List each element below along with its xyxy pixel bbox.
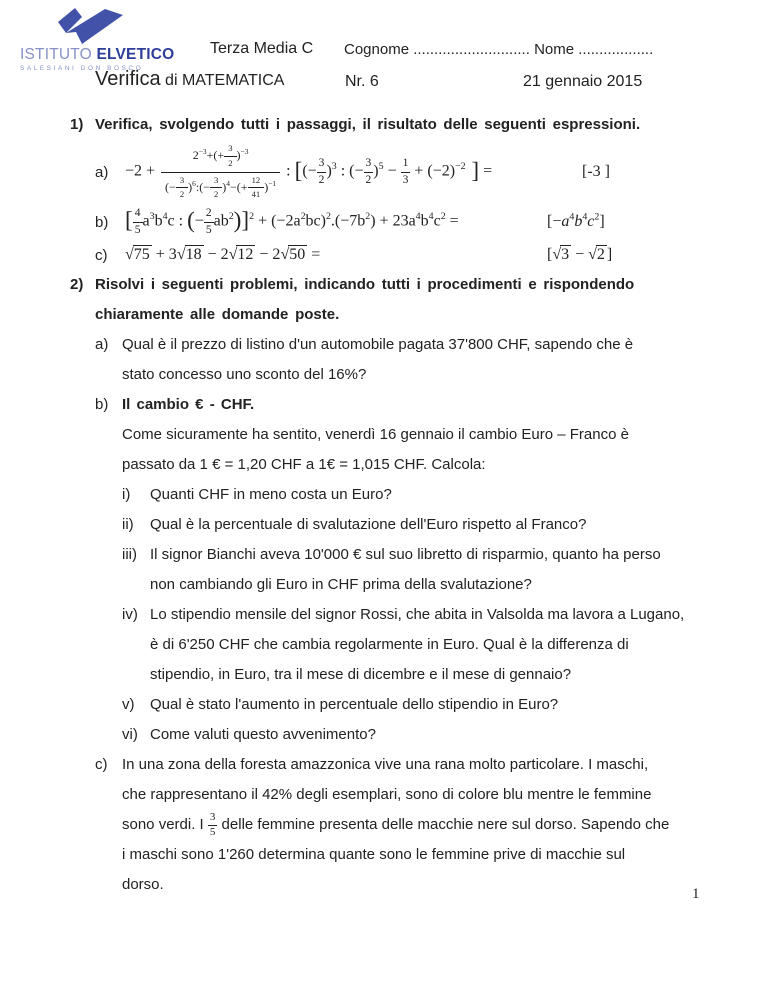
fraction: $\frac{3}{2}$ bbox=[224, 142, 236, 170]
school-name-bold: ELVETICO bbox=[96, 46, 175, 63]
fraction: $\frac{3}{5}$ bbox=[209, 810, 216, 838]
text-line: passato da 1 € = 1,20 CHF a 1€ = 1,015 CHF. Calcola: bbox=[122, 456, 486, 473]
text-line: Quanti CHF in meno costa un Euro? bbox=[150, 486, 392, 503]
problem-2-item-iv bbox=[70, 600, 730, 690]
sqrt: √75 bbox=[125, 246, 150, 263]
document-body bbox=[70, 110, 730, 900]
expression-1a-answer: [-3 ] bbox=[582, 163, 610, 180]
item-label-b: b) bbox=[95, 213, 109, 231]
text-line: Come valuti questo avvenimento? bbox=[150, 726, 376, 743]
document-title bbox=[95, 68, 284, 91]
text-line: che rappresentano il 42% degli esemplari, sono di colore blu mentre le femmine bbox=[122, 786, 652, 803]
class-label: Terza Media C bbox=[210, 40, 314, 57]
text-line: Qual è il prezzo di listino d'un automobile pagata 37'800 CHF, sapendo che è bbox=[122, 336, 634, 353]
text-line: Qual è stato l'aumento in percentuale dello stipendio in Euro? bbox=[150, 696, 559, 713]
problem-2-item-ii bbox=[70, 510, 730, 540]
text-line: dorso. bbox=[122, 876, 164, 893]
test-number: Nr. 6 bbox=[345, 73, 379, 90]
fraction: $\frac{3}{2}$ bbox=[365, 157, 372, 186]
text-line: i maschi sono 1'260 determina quante sono le femmine prive di macchie sul bbox=[122, 846, 626, 863]
problem-2-item-c bbox=[70, 750, 730, 900]
item-label-a: a) bbox=[95, 163, 109, 181]
expression-1c-answer: [√3 − √2 ] bbox=[547, 246, 613, 263]
sqrt: √18 bbox=[176, 246, 202, 263]
item-label: a) bbox=[95, 336, 109, 353]
text-line: non cambiando gli Euro in CHF prima della svalutazione? bbox=[150, 576, 532, 593]
expression-1b-answer: $[-a^4b^4c^2]$ bbox=[547, 211, 605, 230]
text-line: In una zona della foresta amazzonica vive una rana molto particolare. I maschi, bbox=[122, 756, 649, 773]
expression-1a-math: −2 + $2^{-3}+(+$ $\frac{3}{2}$ )$^{-3}$ (− $\frac{3}{2}$ )$^6$:(− $\frac{3}{2}$ )$^4$−(+ $\frac{12}{41}$ )$^{-1}$ : [(− $\frac{3}{2}$ )$^3$ : (− $\frac{3}{2}$ )$^5$ − $\frac{1}{3}$ + $(-2)^{-2}$ ] = bbox=[125, 141, 492, 203]
item-lines bbox=[122, 330, 730, 390]
fraction: $\frac{2}{5}$ bbox=[205, 207, 212, 236]
school-logo bbox=[20, 6, 180, 72]
text-line: Qual è la percentuale di svalutazione dell'Euro rispetto al Franco? bbox=[150, 516, 587, 533]
problem-2-item-vi bbox=[70, 720, 730, 750]
problem-2-item-v bbox=[70, 690, 730, 720]
fraction: $\frac{3}{2}$ bbox=[210, 174, 222, 202]
problem-2-heading-text1: Risolvi i seguenti problemi, indicando tutti i procedimenti e rispondendo bbox=[95, 276, 635, 293]
sqrt: √12 bbox=[228, 246, 254, 263]
problem-2-item-a bbox=[70, 330, 730, 390]
expression-1c-math: √75 + 3√18 − 2√12 − 2√50 = bbox=[125, 246, 321, 263]
expression-1c bbox=[70, 240, 730, 270]
item-label-c: c) bbox=[95, 246, 108, 264]
item-label: iii) bbox=[122, 546, 137, 563]
school-name bbox=[20, 46, 180, 64]
text-line: Come sicuramente ha sentito, venerdì 16 gennaio il cambio Euro – Franco è bbox=[122, 426, 629, 443]
text-line: è di 6'250 CHF che cambia regolarmente in Euro. Qual è la differenza di bbox=[150, 636, 629, 653]
fraction: $\frac{3}{2}$ bbox=[318, 157, 325, 186]
title-secondary: di MATEMATICA bbox=[165, 72, 285, 89]
item-lines bbox=[150, 480, 730, 510]
item-label: c) bbox=[95, 756, 108, 773]
problem-2-number: 2) bbox=[70, 276, 84, 293]
school-name-light: ISTITUTO bbox=[20, 46, 92, 63]
fraction: $\frac{4}{5}$ bbox=[134, 207, 141, 236]
sqrt: √2 bbox=[588, 246, 605, 263]
text-line: stato concesso uno sconto del 16%? bbox=[122, 366, 367, 383]
fraction: $\frac{3}{2}$ bbox=[176, 174, 188, 202]
problem-2-items bbox=[70, 330, 730, 900]
test-date: 21 gennaio 2015 bbox=[523, 73, 643, 90]
problem-1-number: 1) bbox=[70, 116, 84, 133]
item-label: v) bbox=[122, 696, 135, 713]
surname-name-fields: Cognome ............................ Nome .................. bbox=[344, 41, 654, 58]
logo-bird-icon bbox=[48, 6, 140, 46]
fraction: $2^{-3}+(+$ $\frac{3}{2}$ )$^{-3}$ (− $\frac{3}{2}$ )$^6$:(− $\frac{3}{2}$ )$^4$−(+ $\frac{12}{41}$ )$^{-1}$ bbox=[161, 141, 280, 203]
item-lines bbox=[122, 750, 730, 900]
text-line: Lo stipendio mensile del signor Rossi, che abita in Valsolda ma lavora a Lugano, bbox=[150, 606, 685, 623]
text-line: stipendio, in Euro, tra il mese di dicembre e il mese di gennaio? bbox=[150, 666, 572, 683]
item-label: i) bbox=[122, 486, 131, 503]
page-number: 1 bbox=[692, 886, 700, 902]
problem-2-item-i bbox=[70, 480, 730, 510]
text-line: Il cambio € - CHF. bbox=[122, 396, 255, 413]
item-lines bbox=[150, 540, 730, 600]
problem-2-item-b bbox=[70, 390, 730, 480]
item-label: b) bbox=[95, 396, 109, 413]
fraction: $\frac{12}{41}$ bbox=[248, 174, 265, 202]
sqrt: √50 bbox=[280, 246, 306, 263]
problem-1-heading bbox=[70, 110, 730, 140]
expression-1b bbox=[70, 204, 730, 240]
item-lines bbox=[150, 600, 730, 690]
text-line: sono verdi. I $\frac{3}{5}$ delle femmine presenta delle macchie nere sul dorso. Sapendo che bbox=[122, 810, 670, 838]
text-line: Il signor Bianchi aveva 10'000 € sul suo libretto di risparmio, quanto ha perso bbox=[150, 546, 661, 563]
sqrt: √3 bbox=[552, 246, 570, 263]
item-lines bbox=[150, 510, 730, 540]
item-lines bbox=[150, 690, 730, 720]
item-lines bbox=[150, 720, 730, 750]
item-lines bbox=[122, 390, 730, 480]
problem-2-item-iii bbox=[70, 540, 730, 600]
school-subtitle: SALESIANI DON BOSCO bbox=[20, 65, 144, 72]
problem-1-heading-text: Verifica, svolgendo tutti i passaggi, il risultato delle seguenti espressioni. bbox=[95, 116, 641, 133]
problem-2-heading-line1 bbox=[70, 270, 730, 300]
fraction: $\frac{1}{3}$ bbox=[402, 157, 409, 186]
item-label: ii) bbox=[122, 516, 134, 533]
problem-2-heading-line2: chiaramente alle domande poste. bbox=[95, 306, 340, 323]
expression-1a bbox=[70, 142, 730, 202]
title-main: Verifica bbox=[95, 68, 161, 90]
item-label: iv) bbox=[122, 606, 138, 623]
expression-1b-math: [ $\frac{4}{5}$ $a^3b^4c$ : (− $\frac{2}{5}$ $ab^2)]^2 + (-2a^2bc)^2.(-7b^2) + 23a^4b^4c^2$ = bbox=[125, 207, 459, 236]
item-label: vi) bbox=[122, 726, 138, 743]
